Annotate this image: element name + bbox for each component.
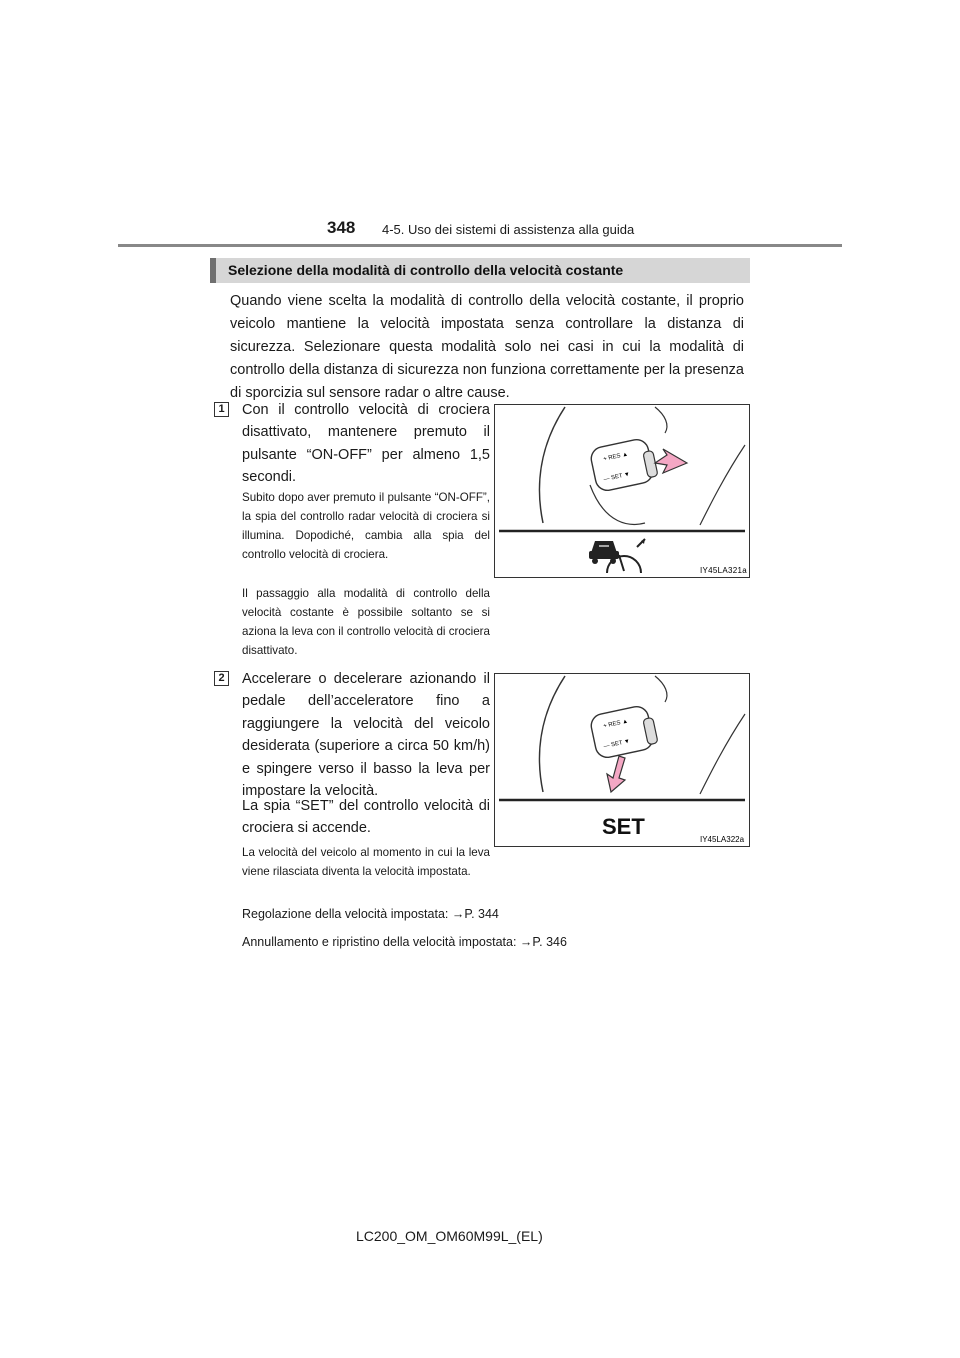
figure-2-code: IY45LA322a [700, 835, 745, 844]
car-radar-indicator-icon [589, 541, 619, 564]
step-2-indicator-text: La spia “SET” del controllo velocità di crociera si accende. [242, 798, 490, 837]
step-1-instruction: Con il controllo velocità di crociera disattivato, mantenere premuto il pulsante “ON-OFF” per almeno 1,5 secondi. [242, 402, 490, 486]
fig1-res-label: + RES ▲ [602, 451, 629, 463]
step-2-instruction: Accelerare o decelerare azionando il pedale dell’acceleratore fino a raggiungere la velocità del veicolo desiderata (superiore a circa 50 km/h) e spingere verso il basso la leva per impostare la velocità. [242, 671, 490, 800]
intro-paragraph: Quando viene scelta la modalità di controllo della velocità costante, il proprio veicolo mantiene la velocità impostata senza controllare la distanza di sicurezza. Selezionare questa modalità solo nei casi in cui la modalità di controllo della distanza di sicurezza non funziona correttamente per la presenza di sporcizia sul sensore radar o altre cause. [230, 293, 744, 401]
step-2-note: La velocità del veicolo al momento in cui la leva viene rilasciata diventa la velocità impostata. [242, 846, 490, 878]
header-rule [118, 244, 842, 247]
step-2-number: 2 [214, 671, 229, 686]
figure-1-code: IY45LA321a [700, 566, 748, 575]
figure-1-illustration [495, 405, 749, 577]
reference-adjust-speed: Regolazione della velocità impostata: →P. 344 [242, 907, 499, 921]
reference-cancel-resume: Annullamento e ripristino della velocità impostata: →P. 346 [242, 935, 567, 949]
section-title: 4-5. Uso dei sistemi di assistenza alla guida [382, 222, 635, 237]
set-indicator-label: SET [602, 814, 645, 839]
figure-1 [494, 404, 750, 578]
push-down-arrow-icon [607, 756, 625, 792]
step-1-note: Subito dopo aver premuto il pulsante “ON-OFF”, la spia del controllo radar velocità di crociera si illumina. Dopodiché, cambia alla spia del controllo velocità di crociera. [242, 491, 490, 561]
fig2-set-label: — SET ▼ [603, 738, 631, 751]
figure-2 [494, 673, 750, 847]
press-arrow-icon [655, 449, 687, 473]
step-1-number: 1 [214, 402, 229, 417]
fig1-set-label: — SET ▼ [603, 471, 631, 484]
page-number: 348 [327, 218, 356, 237]
step-1-note-2: Il passaggio alla modalità di controllo della velocità costante è possibile soltanto se si aziona la leva con il controllo velocità di crociera disattivato. [242, 587, 490, 657]
section-banner: Selezione della modalità di controllo della velocità costante [210, 258, 750, 283]
footer-code: LC200_OM_OM60M99L_(EL) [356, 1228, 543, 1244]
figure-2-illustration [495, 674, 749, 846]
fig2-res-label: + RES ▲ [602, 718, 629, 730]
